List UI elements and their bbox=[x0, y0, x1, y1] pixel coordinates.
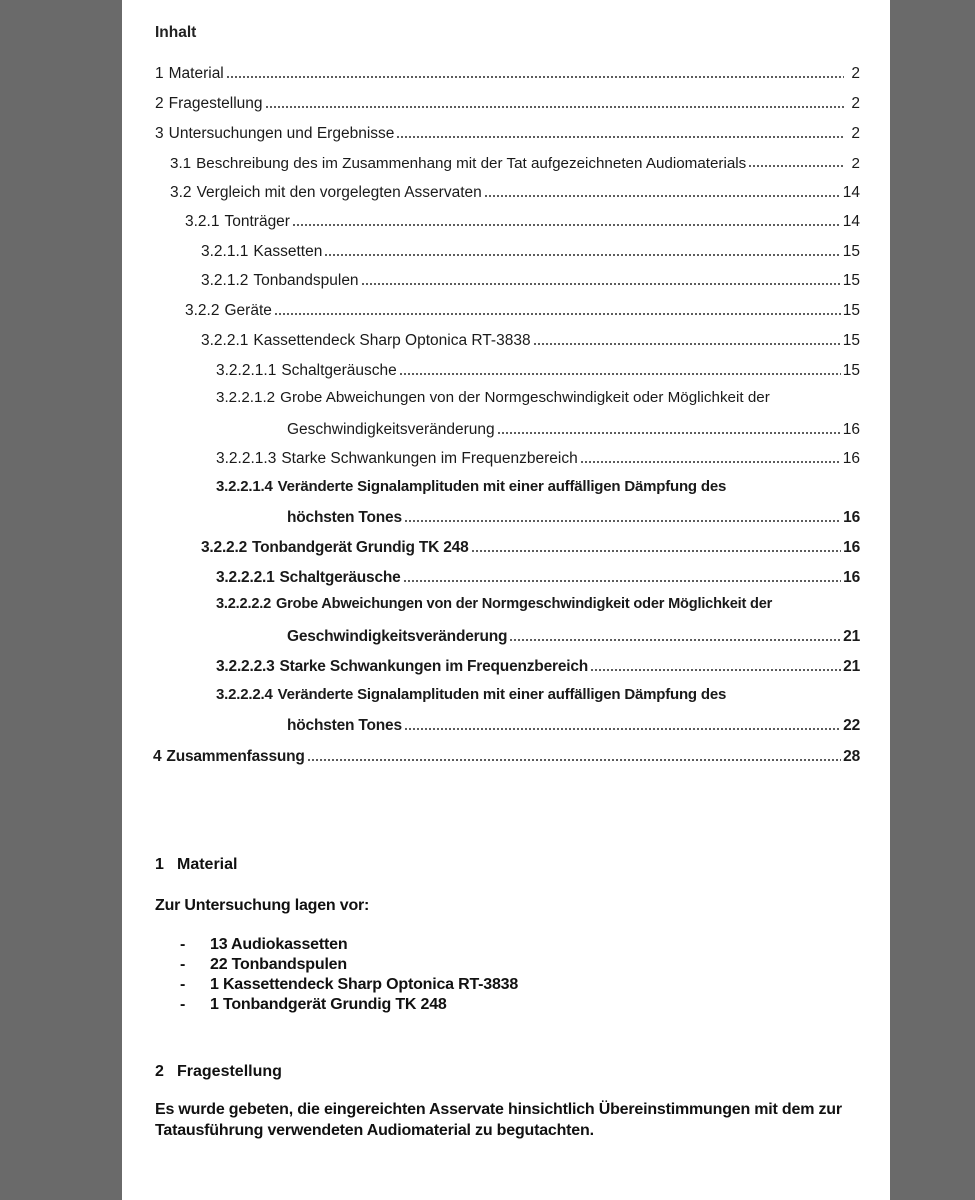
toc-leader bbox=[580, 460, 841, 464]
toc-entry-continuation bbox=[287, 507, 860, 527]
list-item bbox=[180, 995, 518, 1015]
list-item-text: 13 Audiokassetten bbox=[210, 936, 348, 953]
bullet-dash: - bbox=[180, 996, 186, 1013]
toc-entry-page: 2 bbox=[851, 95, 860, 112]
toc-entry-title: Kassetten bbox=[253, 243, 323, 260]
toc-title: Inhalt bbox=[155, 24, 197, 41]
toc-entry-number: 2 bbox=[155, 95, 164, 112]
toc-entry bbox=[185, 300, 860, 320]
toc-leader bbox=[533, 342, 841, 346]
toc-leader bbox=[403, 579, 842, 583]
toc-entry-title-cont: höchsten Tones bbox=[287, 509, 402, 526]
toc-entry-number: 3.2.2.1.1 bbox=[216, 362, 277, 379]
toc-entry bbox=[170, 152, 860, 172]
toc-entry-number: 3.2.2.2.2 bbox=[216, 596, 272, 612]
list-item bbox=[180, 975, 518, 995]
toc-leader bbox=[292, 223, 841, 227]
toc-entry-title: Schaltgeräusche bbox=[279, 569, 401, 586]
toc-entry-number: 3.2.1 bbox=[185, 213, 220, 230]
toc-entry-page: 2 bbox=[851, 125, 860, 142]
toc-leader bbox=[265, 105, 844, 109]
toc-entry bbox=[170, 182, 860, 202]
toc-entry-page: 21 bbox=[843, 658, 860, 675]
toc-entry-page: 14 bbox=[842, 213, 860, 230]
toc-entry-title: Grobe Abweichungen von der Normgeschwindigkeit oder Möglichkeit der bbox=[276, 596, 773, 612]
bullet-dash: - bbox=[180, 936, 186, 953]
toc-entry-number: 3.2.2 bbox=[185, 302, 220, 319]
toc-entry-page: 16 bbox=[842, 421, 860, 438]
toc-entry-title: Veränderte Signalamplituden mit einer auffälligen Dämpfung des bbox=[277, 686, 727, 703]
toc-entry-first-line bbox=[216, 596, 772, 612]
toc-entry-number: 3.2.2.1 bbox=[201, 332, 249, 349]
toc-leader bbox=[590, 668, 841, 672]
list-item-text: 1 Tonbandgerät Grundig TK 248 bbox=[210, 996, 447, 1013]
toc-entry-title: Kassettendeck Sharp Optonica RT-3838 bbox=[253, 332, 531, 349]
toc-entry-page: 15 bbox=[842, 332, 860, 349]
toc-leader bbox=[404, 519, 841, 523]
toc-leader bbox=[404, 727, 841, 731]
toc-entry-title: Geräte bbox=[224, 302, 272, 319]
toc-entry-page: 15 bbox=[842, 243, 860, 260]
section-intro: Zur Untersuchung lagen vor: bbox=[155, 897, 370, 914]
toc-entry-title: Fragestellung bbox=[168, 95, 263, 112]
toc-entry-title: Beschreibung des im Zusammenhang mit der Tat aufgezeichneten Audiomaterials bbox=[196, 155, 747, 172]
toc-entry-page: 16 bbox=[842, 450, 860, 467]
toc-entry-page: 21 bbox=[843, 628, 860, 645]
toc-leader bbox=[361, 282, 841, 286]
toc-entry bbox=[216, 448, 860, 468]
toc-entry-first-line bbox=[216, 389, 770, 406]
section-title: Fragestellung bbox=[177, 1063, 282, 1080]
toc-entry-title: Veränderte Signalamplituden mit einer auffälligen Dämpfung des bbox=[277, 478, 727, 495]
section-heading bbox=[155, 1063, 282, 1081]
material-list bbox=[180, 935, 518, 1015]
toc-leader bbox=[226, 75, 844, 79]
toc-entry-number: 3.2.2.1.3 bbox=[216, 450, 277, 467]
toc-entry-title: Tonbandspulen bbox=[253, 272, 359, 289]
toc-entry-title-cont: Geschwindigkeitsveränderung bbox=[287, 628, 508, 645]
toc-entry-number: 3.1 bbox=[170, 155, 192, 172]
toc-entry-number: 3 bbox=[155, 125, 164, 142]
section-title: Material bbox=[177, 856, 238, 873]
toc-entry-continuation bbox=[287, 626, 860, 646]
toc-entry bbox=[201, 270, 860, 290]
toc-entry-page: 22 bbox=[843, 717, 860, 734]
toc-entry-first-line bbox=[216, 686, 726, 703]
toc-entry-page: 16 bbox=[843, 539, 860, 556]
toc-entry bbox=[155, 123, 860, 143]
toc-entry bbox=[201, 241, 860, 261]
section-number: 2 bbox=[155, 1063, 164, 1080]
toc-entry-title: Untersuchungen und Ergebnisse bbox=[168, 125, 395, 142]
toc-entry-title: Schaltgeräusche bbox=[281, 362, 397, 379]
toc-leader bbox=[399, 372, 841, 376]
toc-entry-page: 15 bbox=[842, 362, 860, 379]
toc-entry-first-line bbox=[216, 478, 726, 495]
toc-leader bbox=[396, 135, 844, 139]
toc-entry-continuation bbox=[287, 419, 860, 439]
toc-entry-page: 16 bbox=[843, 509, 860, 526]
toc-leader bbox=[497, 431, 841, 435]
toc-entry bbox=[216, 656, 860, 676]
toc-leader bbox=[307, 758, 841, 762]
section-heading bbox=[155, 856, 237, 874]
bullet-dash: - bbox=[180, 976, 186, 993]
toc-entry-number: 4 bbox=[153, 748, 162, 765]
toc-entry-title: Grobe Abweichungen von der Normgeschwindigkeit oder Möglichkeit der bbox=[280, 389, 770, 406]
toc-entry bbox=[153, 746, 860, 766]
list-item bbox=[180, 935, 518, 955]
document-page bbox=[122, 0, 890, 1200]
toc-entry-title-cont: Geschwindigkeitsveränderung bbox=[287, 421, 495, 438]
toc-entry-number: 3.2.2.2.3 bbox=[216, 658, 275, 675]
toc-entry-number: 3.2.2.2.1 bbox=[216, 569, 275, 586]
list-item bbox=[180, 955, 518, 975]
toc-entry-page: 14 bbox=[842, 184, 860, 201]
toc-entry bbox=[201, 330, 860, 350]
toc-entry-number: 3.2 bbox=[170, 184, 192, 201]
toc-entry-title: Tonbandgerät Grundig TK 248 bbox=[252, 539, 469, 556]
section-body: Es wurde gebeten, die eingereichten Asservate hinsichtlich Übereinstimmungen mit dem zur Tatausführung verwendeten Audiomaterial zu begutachten. bbox=[155, 1101, 842, 1139]
toc-entry-title: Tonträger bbox=[224, 213, 290, 230]
toc-entry-title-cont: höchsten Tones bbox=[287, 717, 402, 734]
toc-entry-title: Starke Schwankungen im Frequenzbereich bbox=[281, 450, 578, 467]
toc-entry bbox=[201, 537, 860, 557]
toc-leader bbox=[274, 312, 841, 316]
toc-entry-number: 3.2.2.2.4 bbox=[216, 686, 273, 703]
toc-entry bbox=[155, 93, 860, 113]
toc-entry-number: 3.2.2.2 bbox=[201, 539, 248, 556]
toc-leader bbox=[748, 164, 844, 168]
toc-leader bbox=[484, 194, 841, 198]
toc-entry-number: 3.2.2.1.2 bbox=[216, 389, 276, 406]
list-item-text: 1 Kassettendeck Sharp Optonica RT-3838 bbox=[210, 976, 519, 993]
toc-entry-title: Starke Schwankungen im Frequenzbereich bbox=[279, 658, 589, 675]
toc-entry bbox=[185, 211, 860, 231]
section-number: 1 bbox=[155, 856, 164, 873]
toc-entry-page: 16 bbox=[843, 569, 860, 586]
toc-entry-continuation bbox=[287, 715, 860, 735]
toc-entry-page: 15 bbox=[842, 302, 860, 319]
toc-entry-page: 2 bbox=[851, 65, 860, 82]
toc-entry-title: Vergleich mit den vorgelegten Asservaten bbox=[196, 184, 482, 201]
toc-entry bbox=[216, 567, 860, 587]
toc-entry-number: 1 bbox=[155, 65, 164, 82]
toc-entry-number: 3.2.1.2 bbox=[201, 272, 249, 289]
toc-leader bbox=[324, 253, 840, 257]
bullet-dash: - bbox=[180, 956, 186, 973]
toc-entry bbox=[155, 63, 860, 83]
list-item-text: 22 Tonbandspulen bbox=[210, 956, 347, 973]
toc-leader bbox=[509, 638, 841, 642]
toc-entry-page: 15 bbox=[842, 272, 860, 289]
toc-entry-page: 2 bbox=[851, 155, 860, 172]
toc-entry-number: 3.2.1.1 bbox=[201, 243, 249, 260]
toc-leader bbox=[471, 549, 842, 553]
toc-entry-title: Zusammenfassung bbox=[166, 748, 305, 765]
toc-entry-number: 3.2.2.1.4 bbox=[216, 478, 273, 495]
toc-entry bbox=[216, 360, 860, 380]
toc-entry-title: Material bbox=[168, 65, 224, 82]
toc-entry-page: 28 bbox=[843, 748, 860, 765]
